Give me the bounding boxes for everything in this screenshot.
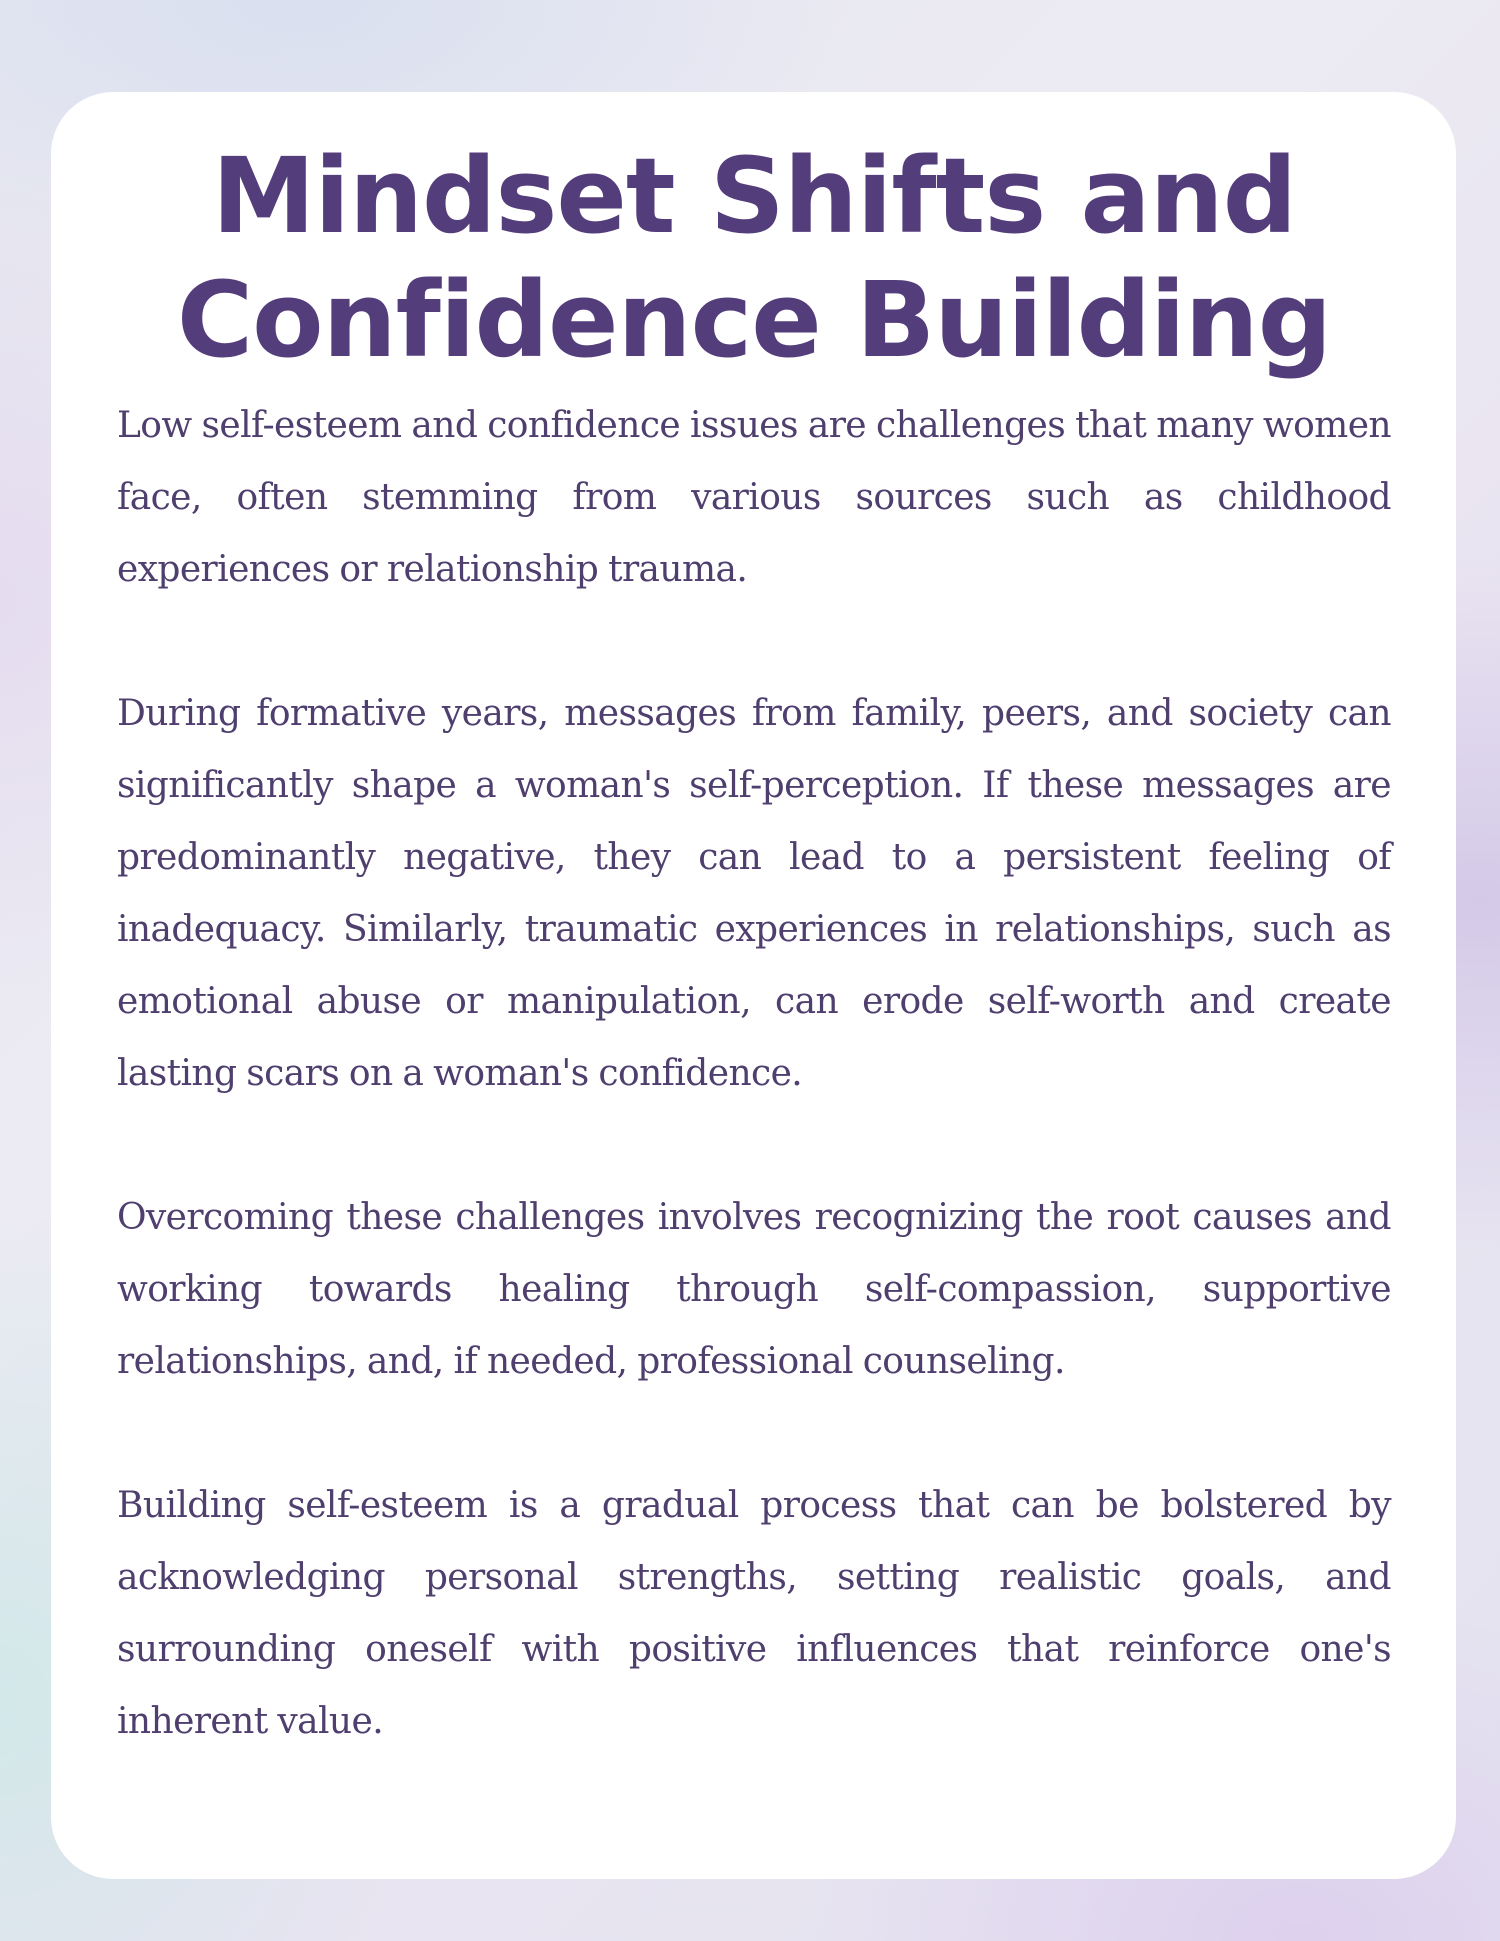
paragraph-building-self-esteem: Building self-esteem is a gradual process that can be bolstered by acknowledging personal strengths, setting realistic goals, and surrounding oneself with positive influences that reinforce one's inherent value. (117, 1485, 1391, 1742)
content-card (51, 92, 1456, 1879)
body-text (117, 390, 1391, 1758)
paragraph-intro: Low self-esteem and confidence issues are challenges that many women face, often stemming from various sources such as childhood experiences or relationship trauma. (117, 405, 1391, 590)
paragraph-formative-years: During formative years, messages from family, peers, and society can significantly shape a woman's self-perception. If these messages are predominantly negative, they can lead to a persistent feeling of inadequacy. Similarly, traumatic experiences in relationships, such as emotional abuse or manipulation, can erode self-worth and create lasting scars on a woman's confidence. (117, 693, 1391, 1094)
page-title: Mindset Shifts and Confidence Building (176, 135, 1332, 381)
paragraph-overcoming: Overcoming these challenges involves recognizing the root causes and working towards healing through self-compassion, supportive relationships, and, if needed, professional counseling. (117, 1197, 1391, 1382)
